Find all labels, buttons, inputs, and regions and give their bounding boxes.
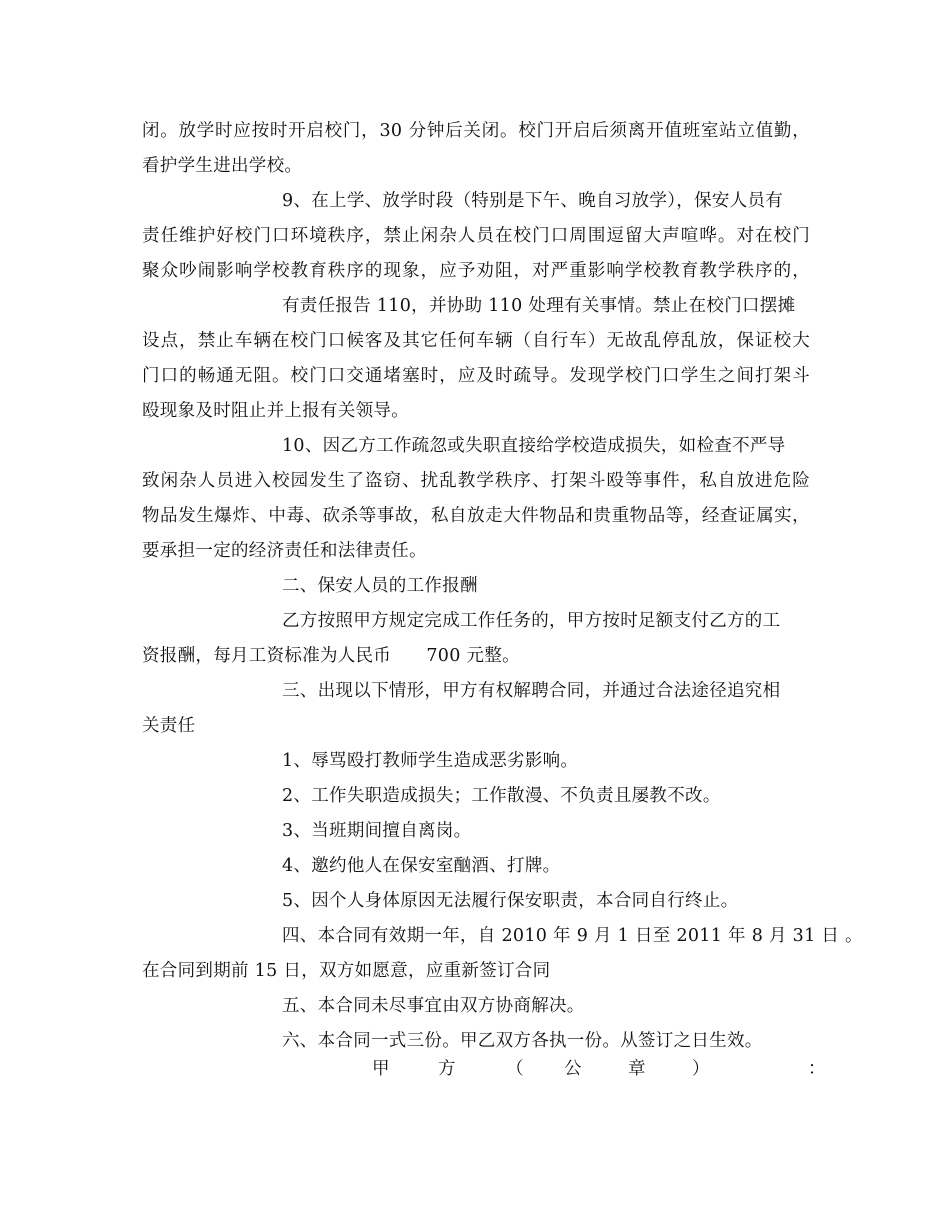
section-heading: 四、本合同有效期一年，自 2010 年 9 月 1 日至 2011 年 8 月 31 日 。 (282, 926, 863, 946)
list-item: 4、邀约他人在保安室酗酒、打牌。 (282, 856, 561, 876)
signature-char: ） (692, 1059, 710, 1079)
paragraph-line: 乙方按照甲方规定完成工作任务的，甲方按时足额支付乙方的工 (282, 611, 781, 631)
section-heading: 六、本合同一式三份。甲乙双方各执一份。从签订之日生效。 (282, 1031, 763, 1051)
paragraph-line: 致闲杂人员进入校园发生了盗窃、扰乱教学秩序、打架斗殴等事件，私自放进危险 (142, 471, 810, 491)
paragraph-line: 关责任 (142, 716, 196, 736)
paragraph-line: 殴现象及时阻止并上报有关领导。 (142, 401, 409, 421)
signature-char: （ (506, 1059, 524, 1079)
signature-char: 公 (564, 1059, 582, 1079)
paragraph-line: 设点，禁止车辆在校门口候客及其它任何车辆（自行车）无故乱停乱放，保证校大 (142, 331, 810, 351)
list-item: 3、当班期间擅自离岗。 (282, 821, 472, 841)
section-heading: 二、保安人员的工作报酬 (282, 576, 478, 596)
paragraph-line: 物品发生爆炸、中毒、砍杀等事故，私自放走大件物品和贵重物品等，经查证属实， (142, 506, 810, 526)
section-heading: 五、本合同未尽事宜由双方协商解决。 (282, 996, 585, 1016)
paragraph-line: 聚众吵闹影响学校教育秩序的现象，应予劝阻，对严重影响学校教育教学秩序的， (142, 261, 810, 281)
list-item: 5、因个人身体原因无法履行保安职责，本合同自行终止。 (282, 891, 739, 911)
signature-char: ： (808, 1059, 826, 1079)
paragraph-line: 在合同到期前 15 日，双方如愿意，应重新签订合同 (142, 961, 551, 981)
list-item: 2、工作失职造成损失；工作散漫、不负责且屡教不改。 (282, 786, 721, 806)
paragraph-line: 有责任报告 110，并协助 110 处理有关事情。禁止在校门口摆摊 (282, 296, 796, 316)
paragraph-line: 闭。放学时应按时开启校门，30 分钟后关闭。校门开启后须离开值班室站立值勤， (142, 121, 810, 141)
paragraph-line: 10、因乙方工作疏忽或失职直接给学校造成损失，如检查不严导 (282, 436, 786, 456)
paragraph-line: 要承担一定的经济责任和法律责任。 (142, 541, 427, 561)
paragraph-line: 资报酬，每月工资标准为人民币 700 元整。 (142, 646, 520, 666)
paragraph-line: 9、在上学、放学时段（特别是下午、晚自习放学），保安人员有 (282, 191, 784, 211)
signature-char: 甲 (372, 1059, 390, 1079)
signature-char: 章 (628, 1059, 646, 1079)
signature-char: 方 (438, 1059, 456, 1079)
paragraph-line: 责任维护好校门口环境秩序，禁止闲杂人员在校门口周围逗留大声喧哗。对在校门 (142, 226, 810, 246)
paragraph-line: 门口的畅通无阻。校门口交通堵塞时，应及时疏导。发现学校门口学生之间打架斗 (142, 366, 810, 386)
section-heading: 三、出现以下情形，甲方有权解聘合同，并通过合法途径追究相 (282, 681, 781, 701)
paragraph-line: 看护学生进出学校。 (142, 156, 303, 176)
list-item: 1、辱骂殴打教师学生造成恶劣影响。 (282, 751, 579, 771)
